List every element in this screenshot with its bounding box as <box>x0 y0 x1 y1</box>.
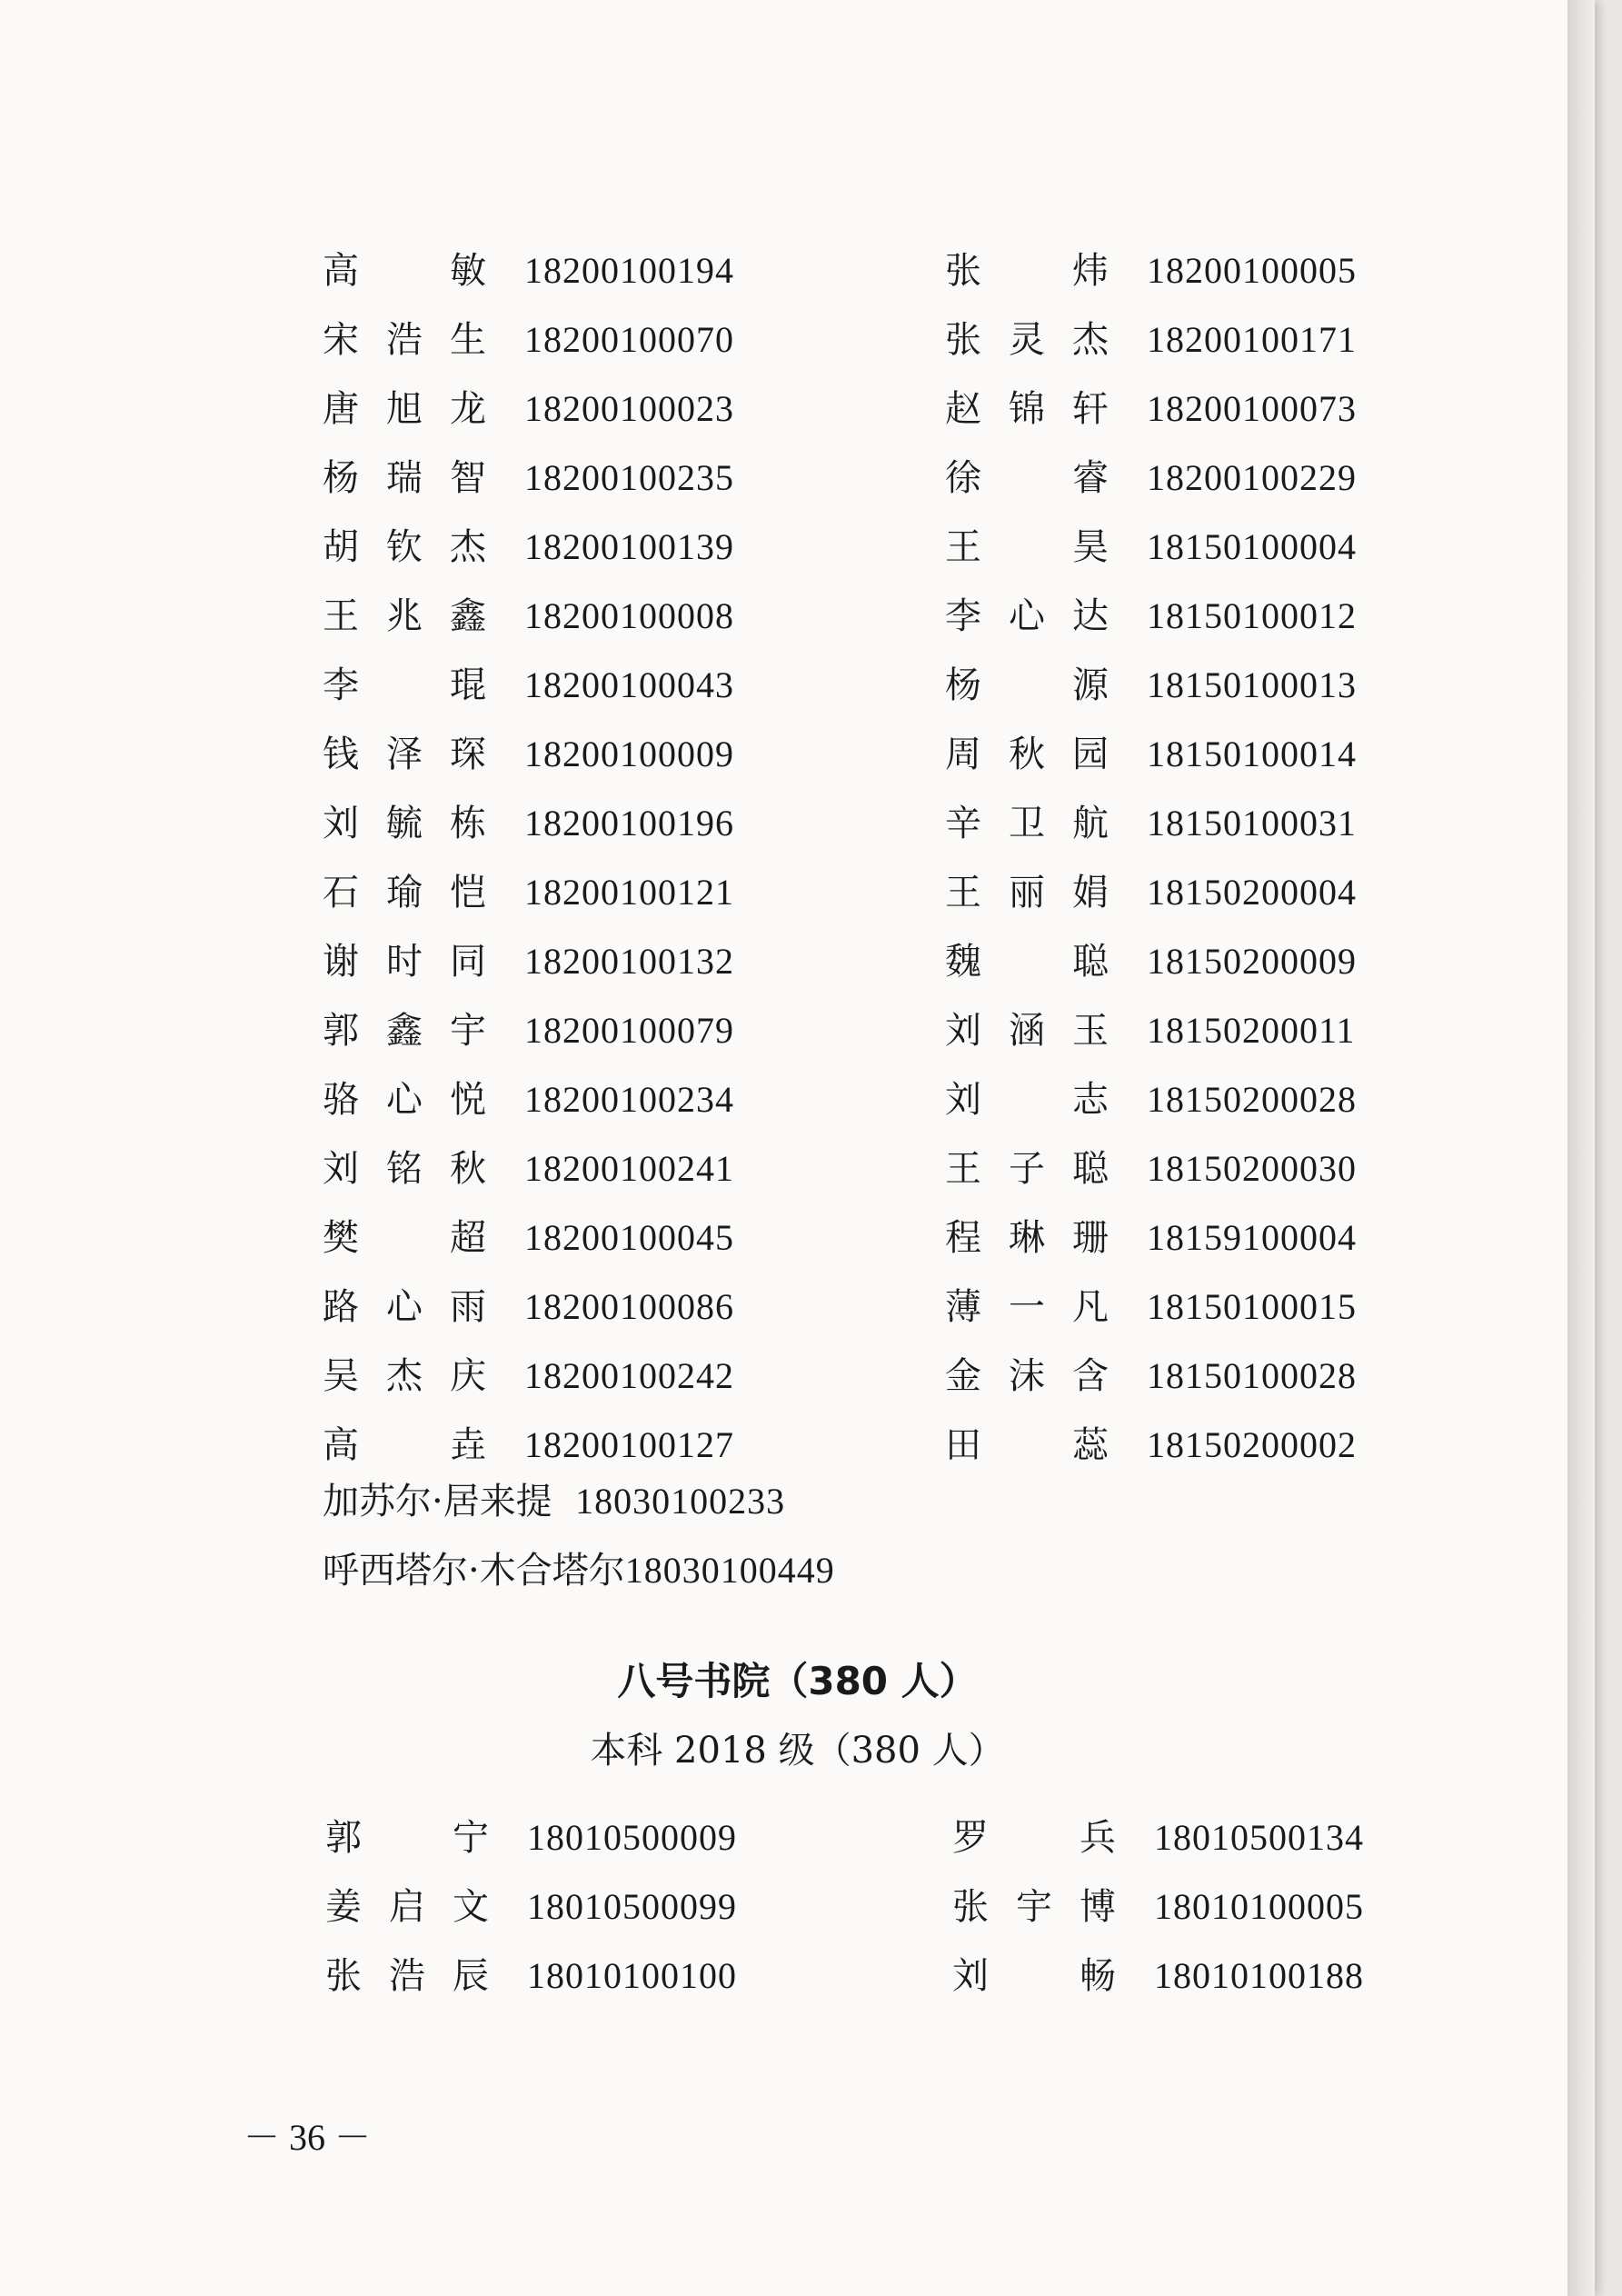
student-name <box>945 1073 1109 1127</box>
name-char: 王 <box>945 526 981 568</box>
student-id: 18150200004 <box>1147 872 1357 913</box>
name-char: 刘 <box>323 1148 359 1190</box>
student-name <box>323 451 486 505</box>
name-char: 雨 <box>450 1286 486 1328</box>
student-id: 18010500009 <box>527 1817 737 1858</box>
name-char: 钱 <box>323 734 359 775</box>
student-name <box>945 1142 1109 1196</box>
name-char: 源 <box>1072 664 1109 706</box>
section-subtitle: 本科 2018 级（380 人） <box>590 1730 1005 1772</box>
student-id: 18200100121 <box>524 872 734 913</box>
name-char: 魏 <box>945 941 981 983</box>
student-id: 18030100233 <box>575 1481 786 1522</box>
student-name <box>323 1142 486 1196</box>
name-char: 张 <box>945 319 981 361</box>
student-id: 18200100139 <box>524 526 734 567</box>
student-name <box>323 727 486 782</box>
student-id: 18200100171 <box>1147 319 1357 360</box>
student-name <box>945 1280 1109 1334</box>
student-id: 18200100229 <box>1147 457 1357 498</box>
student-id: 18010100005 <box>1154 1886 1364 1927</box>
student-name <box>945 313 1109 367</box>
name-char: 秋 <box>1009 734 1045 775</box>
student-id: 18200100194 <box>524 250 734 291</box>
name-char: 沫 <box>1009 1355 1045 1397</box>
name-char: 炜 <box>1072 250 1109 292</box>
name-char: 卫 <box>1009 803 1045 844</box>
student-id: 18200100009 <box>524 734 734 774</box>
name-char: 敏 <box>450 250 486 292</box>
name-char: 智 <box>450 457 486 499</box>
student-name <box>323 1073 486 1127</box>
name-char: 栋 <box>450 803 486 844</box>
name-char: 昊 <box>1072 526 1109 568</box>
student-name <box>323 313 486 367</box>
student-name <box>325 1880 489 1934</box>
name-char: 薄 <box>945 1286 981 1328</box>
name-char: 心 <box>386 1286 423 1328</box>
name-char: 聪 <box>1072 941 1109 983</box>
name-char: 徐 <box>945 457 981 499</box>
student-name <box>323 244 486 298</box>
name-char: 辛 <box>945 803 981 844</box>
name-char: 灵 <box>1009 319 1045 361</box>
name-char: 生 <box>450 319 486 361</box>
student-name <box>323 589 486 644</box>
student-name <box>945 589 1109 644</box>
student-id: 18150200009 <box>1147 941 1357 982</box>
student-id: 18159100004 <box>1147 1217 1357 1258</box>
name-char: 秋 <box>450 1148 486 1190</box>
student-id: 18150100014 <box>1147 734 1357 774</box>
name-char: 恺 <box>450 872 486 913</box>
student-id: 18150200028 <box>1147 1079 1357 1120</box>
name-char: 达 <box>1072 595 1109 637</box>
name-char: 鑫 <box>450 595 486 637</box>
list-item <box>323 1474 835 1543</box>
student-name <box>945 1003 1109 1058</box>
name-char: 李 <box>323 664 359 706</box>
student-id: 18200100045 <box>524 1217 734 1258</box>
name-char: 骆 <box>323 1079 359 1121</box>
name-char: 杰 <box>386 1355 423 1397</box>
student-name <box>323 1003 486 1058</box>
name-char: 旭 <box>386 388 423 430</box>
student-id: 18200100043 <box>524 664 734 705</box>
name-char: 航 <box>1072 803 1109 844</box>
name-char: 泽 <box>386 734 423 775</box>
student-name <box>323 1280 486 1334</box>
name-char: 一 <box>1009 1286 1045 1328</box>
student-name <box>945 1418 1109 1472</box>
name-char: 宋 <box>323 319 359 361</box>
student-id: 18150200030 <box>1147 1148 1357 1189</box>
student-name <box>945 865 1109 920</box>
student-name <box>323 934 486 989</box>
name-char: 毓 <box>386 803 423 844</box>
name-char: 悦 <box>450 1079 486 1121</box>
student-name <box>325 1811 489 1865</box>
name-char: 启 <box>389 1886 425 1928</box>
name-char: 娟 <box>1072 872 1109 913</box>
name-char: 高 <box>323 250 359 292</box>
name-char: 琛 <box>450 734 486 775</box>
student-name <box>323 382 486 436</box>
student-id: 18010500099 <box>527 1886 737 1927</box>
name-char: 樊 <box>323 1217 359 1259</box>
name-char: 王 <box>945 872 981 913</box>
student-name <box>945 658 1109 713</box>
name-char: 杨 <box>323 457 359 499</box>
name-char: 路 <box>323 1286 359 1328</box>
name-char: 同 <box>450 941 486 983</box>
student-id: 18200100235 <box>524 457 734 498</box>
name-char: 张 <box>945 250 981 292</box>
student-name <box>945 1349 1109 1403</box>
name-char: 畅 <box>1080 1955 1116 1997</box>
student-name <box>323 1211 486 1265</box>
name-char: 郭 <box>323 1010 359 1052</box>
name-char: 杰 <box>1072 319 1109 361</box>
name-char: 刘 <box>323 803 359 844</box>
student-id: 18200100005 <box>1147 250 1357 291</box>
name-char: 铭 <box>386 1148 423 1190</box>
section-title: 八号书院（380 人） <box>617 1659 978 1703</box>
student-id: 18200100127 <box>524 1424 734 1465</box>
name-char: 博 <box>1080 1886 1116 1928</box>
student-id: 18200100241 <box>524 1148 734 1189</box>
student-id: 18150200011 <box>1147 1010 1356 1051</box>
student-name <box>945 382 1109 436</box>
student-id: 18150100028 <box>1147 1355 1357 1396</box>
name-char: 琨 <box>450 664 486 706</box>
name-char: 张 <box>325 1955 362 1997</box>
name-char: 杰 <box>450 526 486 568</box>
name-char: 心 <box>386 1079 423 1121</box>
name-char: 宇 <box>1016 1886 1052 1928</box>
student-name <box>323 865 486 920</box>
student-name <box>945 244 1109 298</box>
name-char: 丽 <box>1009 872 1045 913</box>
name-char: 石 <box>323 872 359 913</box>
name-char: 兆 <box>386 595 423 637</box>
student-id: 18200100086 <box>524 1286 734 1327</box>
name-char: 罗 <box>952 1817 989 1859</box>
name-char: 瑜 <box>386 872 423 913</box>
student-name <box>323 1349 486 1403</box>
name-char: 文 <box>453 1886 489 1928</box>
name-char: 庆 <box>450 1355 486 1397</box>
name-char: 宁 <box>453 1817 489 1859</box>
name-char: 时 <box>386 941 423 983</box>
name-char: 浩 <box>389 1955 425 1997</box>
name-char: 胡 <box>323 526 359 568</box>
student-id: 18200100234 <box>524 1079 734 1120</box>
name-char: 周 <box>945 734 981 775</box>
student-name <box>945 1211 1109 1265</box>
name-char: 心 <box>1009 595 1045 637</box>
student-name <box>323 1418 486 1472</box>
name-char: 聪 <box>1072 1148 1109 1190</box>
student-id: 18200100196 <box>524 803 734 844</box>
student-id: 18200100079 <box>524 1010 734 1051</box>
name-char: 李 <box>945 595 981 637</box>
student-id: 18150100013 <box>1147 664 1357 705</box>
name-char: 锦 <box>1009 388 1045 430</box>
student-id: 18150100012 <box>1147 595 1357 636</box>
name-char: 程 <box>945 1217 981 1259</box>
name-char: 谢 <box>323 941 359 983</box>
name-char: 高 <box>323 1424 359 1466</box>
name-char: 钦 <box>386 526 423 568</box>
student-name <box>945 796 1109 851</box>
page-edge <box>1567 0 1595 2296</box>
name-char: 王 <box>323 595 359 637</box>
list-item <box>323 1543 835 1612</box>
name-char: 唐 <box>323 388 359 430</box>
student-id: 18010500134 <box>1154 1817 1364 1858</box>
name-char: 志 <box>1072 1079 1109 1121</box>
student-id: 18200100132 <box>524 941 734 982</box>
name-char: 超 <box>450 1217 486 1259</box>
student-name <box>323 796 486 851</box>
student-name <box>323 520 486 574</box>
student-id: 18200100073 <box>1147 388 1357 429</box>
student-id: 18200100008 <box>524 595 734 636</box>
student-name <box>945 451 1109 505</box>
name-char: 兵 <box>1080 1817 1116 1859</box>
student-name: 呼西塔尔·木合塔尔 <box>323 1550 625 1592</box>
name-char: 蕊 <box>1072 1424 1109 1466</box>
name-char: 王 <box>945 1148 981 1190</box>
name-char: 赵 <box>945 388 981 430</box>
name-char: 辰 <box>453 1955 489 1997</box>
name-char: 子 <box>1009 1148 1045 1190</box>
student-id: 18200100023 <box>524 388 734 429</box>
long-name-list <box>323 1474 835 1612</box>
student-id: 18200100070 <box>524 319 734 360</box>
name-char: 瑞 <box>386 457 423 499</box>
name-char: 龙 <box>450 388 486 430</box>
name-char: 琳 <box>1009 1217 1045 1259</box>
student-name <box>952 1949 1116 2003</box>
student-id: 18010100100 <box>527 1955 737 1996</box>
name-char: 玉 <box>1072 1010 1109 1052</box>
name-char: 宇 <box>450 1010 486 1052</box>
student-id: 18150100004 <box>1147 526 1357 567</box>
name-char: 珊 <box>1072 1217 1109 1259</box>
student-name <box>945 520 1109 574</box>
name-char: 金 <box>945 1355 981 1397</box>
student-name: 加苏尔·居来提 <box>323 1481 552 1522</box>
name-char: 杨 <box>945 664 981 706</box>
student-name <box>325 1949 489 2003</box>
name-char: 姜 <box>325 1886 362 1928</box>
student-id: 18150100015 <box>1147 1286 1357 1327</box>
name-char: 郭 <box>325 1817 362 1859</box>
name-char: 鑫 <box>386 1010 423 1052</box>
name-char: 吴 <box>323 1355 359 1397</box>
student-id: 18200100242 <box>524 1355 734 1396</box>
name-char: 睿 <box>1072 457 1109 499</box>
name-char: 刘 <box>952 1955 989 1997</box>
name-char: 田 <box>945 1424 981 1466</box>
name-char: 凡 <box>1072 1286 1109 1328</box>
name-char: 轩 <box>1072 388 1109 430</box>
student-id: 18150200002 <box>1147 1424 1357 1465</box>
student-id: 18150100031 <box>1147 803 1357 844</box>
name-char: 垚 <box>450 1424 486 1466</box>
name-char: 含 <box>1072 1355 1109 1397</box>
student-name <box>323 658 486 713</box>
name-char: 浩 <box>386 319 423 361</box>
page-number: － 36 － <box>244 2117 371 2158</box>
name-char: 刘 <box>945 1079 981 1121</box>
student-id: 18010100188 <box>1154 1955 1364 1996</box>
student-name <box>952 1811 1116 1865</box>
student-id: 18030100449 <box>624 1550 835 1591</box>
name-char: 张 <box>952 1886 989 1928</box>
student-name <box>945 727 1109 782</box>
student-name <box>952 1880 1116 1934</box>
name-char: 涵 <box>1009 1010 1045 1052</box>
student-name <box>945 934 1109 989</box>
name-char: 园 <box>1072 734 1109 775</box>
name-char: 刘 <box>945 1010 981 1052</box>
